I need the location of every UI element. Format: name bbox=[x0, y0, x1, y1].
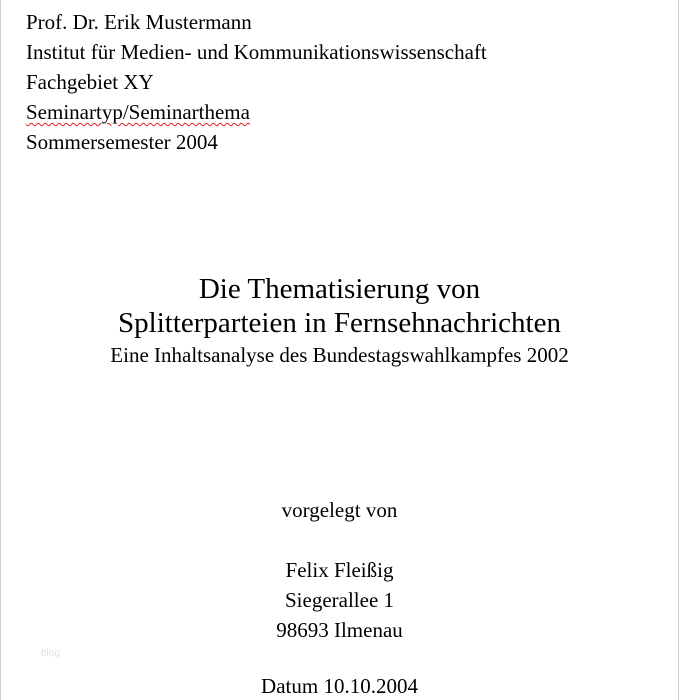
author-name: Felix Fleißig bbox=[285, 558, 394, 582]
author-city: 98693 Ilmenau bbox=[276, 618, 403, 642]
submitted-by-label: vorgelegt von bbox=[281, 498, 398, 522]
professor-name: Prof. Dr. Erik Mustermann bbox=[26, 10, 252, 34]
author-block bbox=[1, 495, 678, 645]
semester-line: Sommersemester 2004 bbox=[26, 130, 218, 154]
author-street: Siegerallee 1 bbox=[284, 588, 395, 612]
spacer bbox=[1, 525, 678, 555]
institute-name: Institut für Medien- und Kommunikationswissenschaft bbox=[26, 40, 487, 64]
date-line: Datum 10.10.2004 bbox=[261, 674, 418, 698]
seminar-line bbox=[26, 97, 487, 127]
seminar-text[interactable]: Seminartyp/Seminarthema bbox=[26, 100, 250, 124]
title-line-1: Die Thematisierung von bbox=[198, 273, 481, 305]
subtitle: Eine Inhaltsanalyse des Bundestagswahlkampfes 2002 bbox=[110, 343, 569, 367]
title-line-2: Splitterparteien in Fernsehnachrichten bbox=[118, 307, 561, 339]
title-block bbox=[1, 272, 678, 368]
department-name: Fachgebiet XY bbox=[26, 70, 154, 94]
watermark: blog bbox=[41, 648, 60, 659]
header-block bbox=[26, 7, 487, 157]
